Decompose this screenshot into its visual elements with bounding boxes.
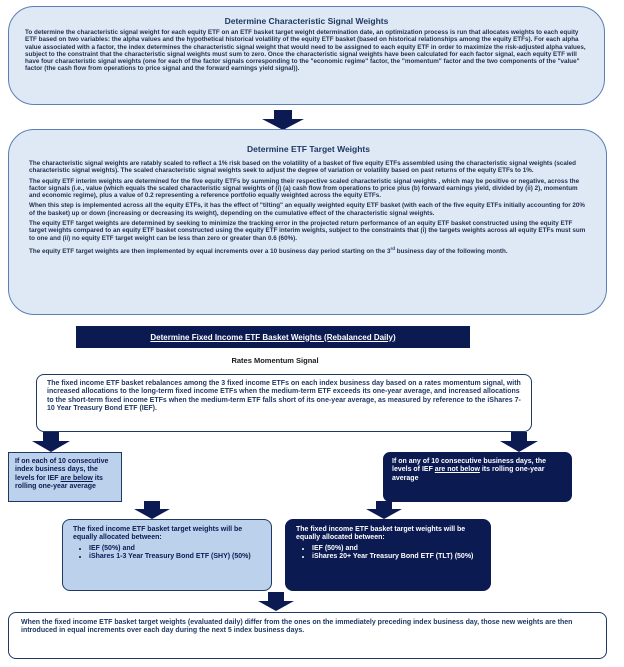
fixed-income-header-text: Determine Fixed Income ETF Basket Weights (Rebalanced Daily)	[150, 332, 396, 342]
right-branch-arrow-icon	[498, 432, 540, 452]
left-allocation-box	[62, 519, 272, 591]
right-allocation-intro: The fixed income ETF basket target weights will be equally allocated between:	[296, 526, 466, 542]
right-alloc-arrow-icon	[364, 501, 404, 519]
right-allocation-box	[285, 519, 491, 591]
final-increment-box: When the fixed income ETF basket target weights (evaluated daily) differ from the ones on the immediately preceding index business day, those new weights are then introduced in equal increments over each day during the next 5 index business days.	[8, 612, 607, 659]
right-allocation-item: • IEF (50%) and	[312, 545, 480, 553]
etf-para-2: The equity ETF interim weights are determined for the five equity ETFs by summing their respective scaled characteristic signal weights , which may be positive or negative, across the factor signals (i.e., value (which equals the scaled characteristic signal weights of (i) (a) cash flow from operations to price plus (b) forward earnings yield, divided by (ii) 2), momentum and economic regime), plus a value of 0.2 representing a reference portfolio equally weighted across the equity ETFs.	[29, 177, 580, 200]
fixed-income-header	[76, 326, 470, 348]
rates-momentum-label: Rates Momentum Signal	[231, 356, 319, 365]
right-condition-box: If on any of 10 consecutive business days, the levels of IEF are not below its rolling one-year average	[383, 452, 572, 502]
left-allocation-intro: The fixed income ETF basket target weights will be equally allocated between:	[73, 526, 243, 542]
left-condition-box: If on each of 10 consecutive index business days, the levels for IEF are below its rolling one-year average	[8, 452, 122, 502]
etf-target-weights-title: Determine ETF Target Weights	[247, 144, 370, 154]
characteristic-weights-box	[8, 6, 605, 105]
right-allocation-item: • iShares 20+ Year Treasury Bond ETF (TLT) (50%)	[312, 553, 480, 561]
down-arrow-icon	[260, 110, 306, 130]
left-alloc-arrow-icon	[132, 501, 172, 519]
etf-para-4: The equity ETF target weights are determined by seeking to minimize the tracking error in the projected return performance of an equity ETF basket constructed using the equity ETF target weights compared to an equity ETF basket constructed using the equity ETF interim weights, subject to the constraints that (i) the targets weights across all equity ETFs must sum to one and (ii) no equity ETF target weight can be less than zero or greater than 0.6 (60%).	[29, 220, 586, 242]
rates-momentum-box: The fixed income ETF basket rebalances among the 3 fixed income ETFs on each index business day based on a rates momentum signal, with increased allocations to the long-term fixed income ETFs when the medium-term ETF exceeds its one-year average, and increased allocations to the short-term fixed income ETFs when the medium-term ETF falls short of its one-year average, as measured by reference to the iShares 7-10 Year Treasury Bond ETF (IEF).	[36, 374, 532, 432]
left-allocation-item: • iShares 1-3 Year Treasury Bond ETF (SHY) (50%)	[89, 553, 261, 561]
left-branch-arrow-icon	[30, 432, 72, 452]
left-allocation-item: • IEF (50%) and	[89, 545, 261, 553]
etf-para-3: When this step is implemented across all the equity ETFs, it has the effect of "tilting" an equally weighted equity ETF basket (with each of the five equity ETFs initially accounting for 20% of the basket) up or down (increasing or decreasing its weight), depending on the cumulative effect of the characteristic signal weights.	[29, 202, 585, 217]
characteristic-weights-text: To determine the characteristic signal weight for each equity ETF on an ETF basket target weight determination date, an optimization process is run that allocates weights to each equity ETF based on two variables: the alpha values and the hypothetical historical volatility of the equity ETF basket (based on historical relationships among the equity ETFs). For each alpha value associated with a factor, the index determines the characteristic signal weight that would need to be assigned to each equity ETF in order to maximize the risk-adjusted alpha values, subject to the constraint that the characteristic signal weights must sum to zero. Once the characteristic signal weights have been calculated for each factor signal, each equity ETF will have four characteristic signal weights (one for each of the factor signals corresponding to the "economic regime" factor, the "momentum" factor and the two components of the "value" factor (the cash flow from operations to price signal and the forward earnings yield signal)).	[25, 29, 586, 73]
etf-para-1: The characteristic signal weights are ratably scaled to reflect a 1% risk based on the volatility of a basket of five equity ETFs assembled using the characteristic signal weights (scaled characteristic signal weights). The scaled characteristic signal weights seek to adjust the degree of variation or volatility based on past returns of the equity ETFs to 1%.	[29, 160, 576, 175]
final-arrow-icon	[256, 592, 296, 611]
etf-para-5: The equity ETF target weights are then implemented by equal increments over a 10 business day period starting on the 3rd business day of the following month.	[29, 245, 508, 256]
etf-target-weights-box	[8, 129, 607, 315]
characteristic-weights-title: Determine Characteristic Signal Weights	[224, 16, 389, 26]
